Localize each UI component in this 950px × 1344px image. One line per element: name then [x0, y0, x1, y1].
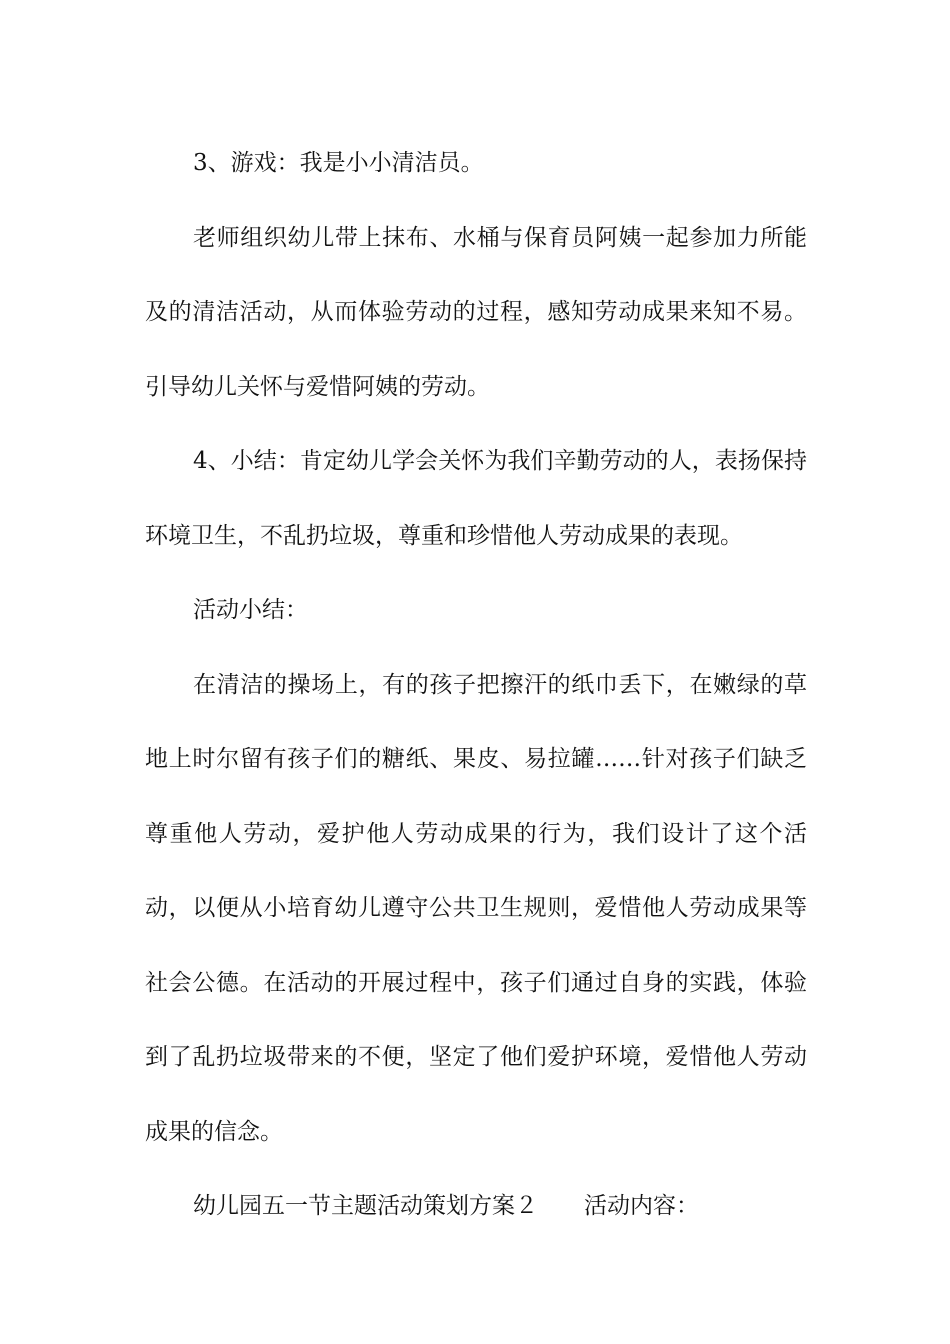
paragraph-activity-summary-heading: 活动小结： [193, 597, 308, 623]
section-heading-line [145, 1169, 807, 1244]
document-body [145, 126, 807, 1244]
section-subtitle: 活动内容： [584, 1193, 699, 1219]
paragraph-cleaning-activity: 老师组织幼儿带上抹布、水桶与保育员阿姨一起参加力所能及的清洁活动，从而体验劳动的过程，感知劳动成果来知不易。引导幼儿关怀与爱惜阿姨的劳动。 [145, 224, 807, 400]
paragraph-game: 3、游戏：我是小小清洁员。 [193, 150, 484, 176]
paragraph-activity-reflection: 在清洁的操场上，有的孩子把擦汗的纸巾丢下，在嫩绿的草地上时尔留有孩子们的糖纸、果皮、易拉罐……针对孩子们缺乏尊重他人劳动，爱护他人劳动成果的行为，我们设计了这个活动，以便从小培育幼儿遵守公共卫生规则，爱惜他人劳动成果等社会公德。在活动的开展过程中，孩子们通过自身的实践，体验到了乱扔垃圾带来的不便，坚定了他们爱护环境，爱惜他人劳动成果的信念。 [145, 671, 807, 1145]
paragraph-summary: 4、小结：肯定幼儿学会关怀为我们辛勤劳动的人，表扬保持环境卫生，不乱扔垃圾，尊重和珍惜他人劳动成果的表现。 [145, 448, 807, 549]
section-title: 幼儿园五一节主题活动策划方案２ [193, 1193, 538, 1219]
